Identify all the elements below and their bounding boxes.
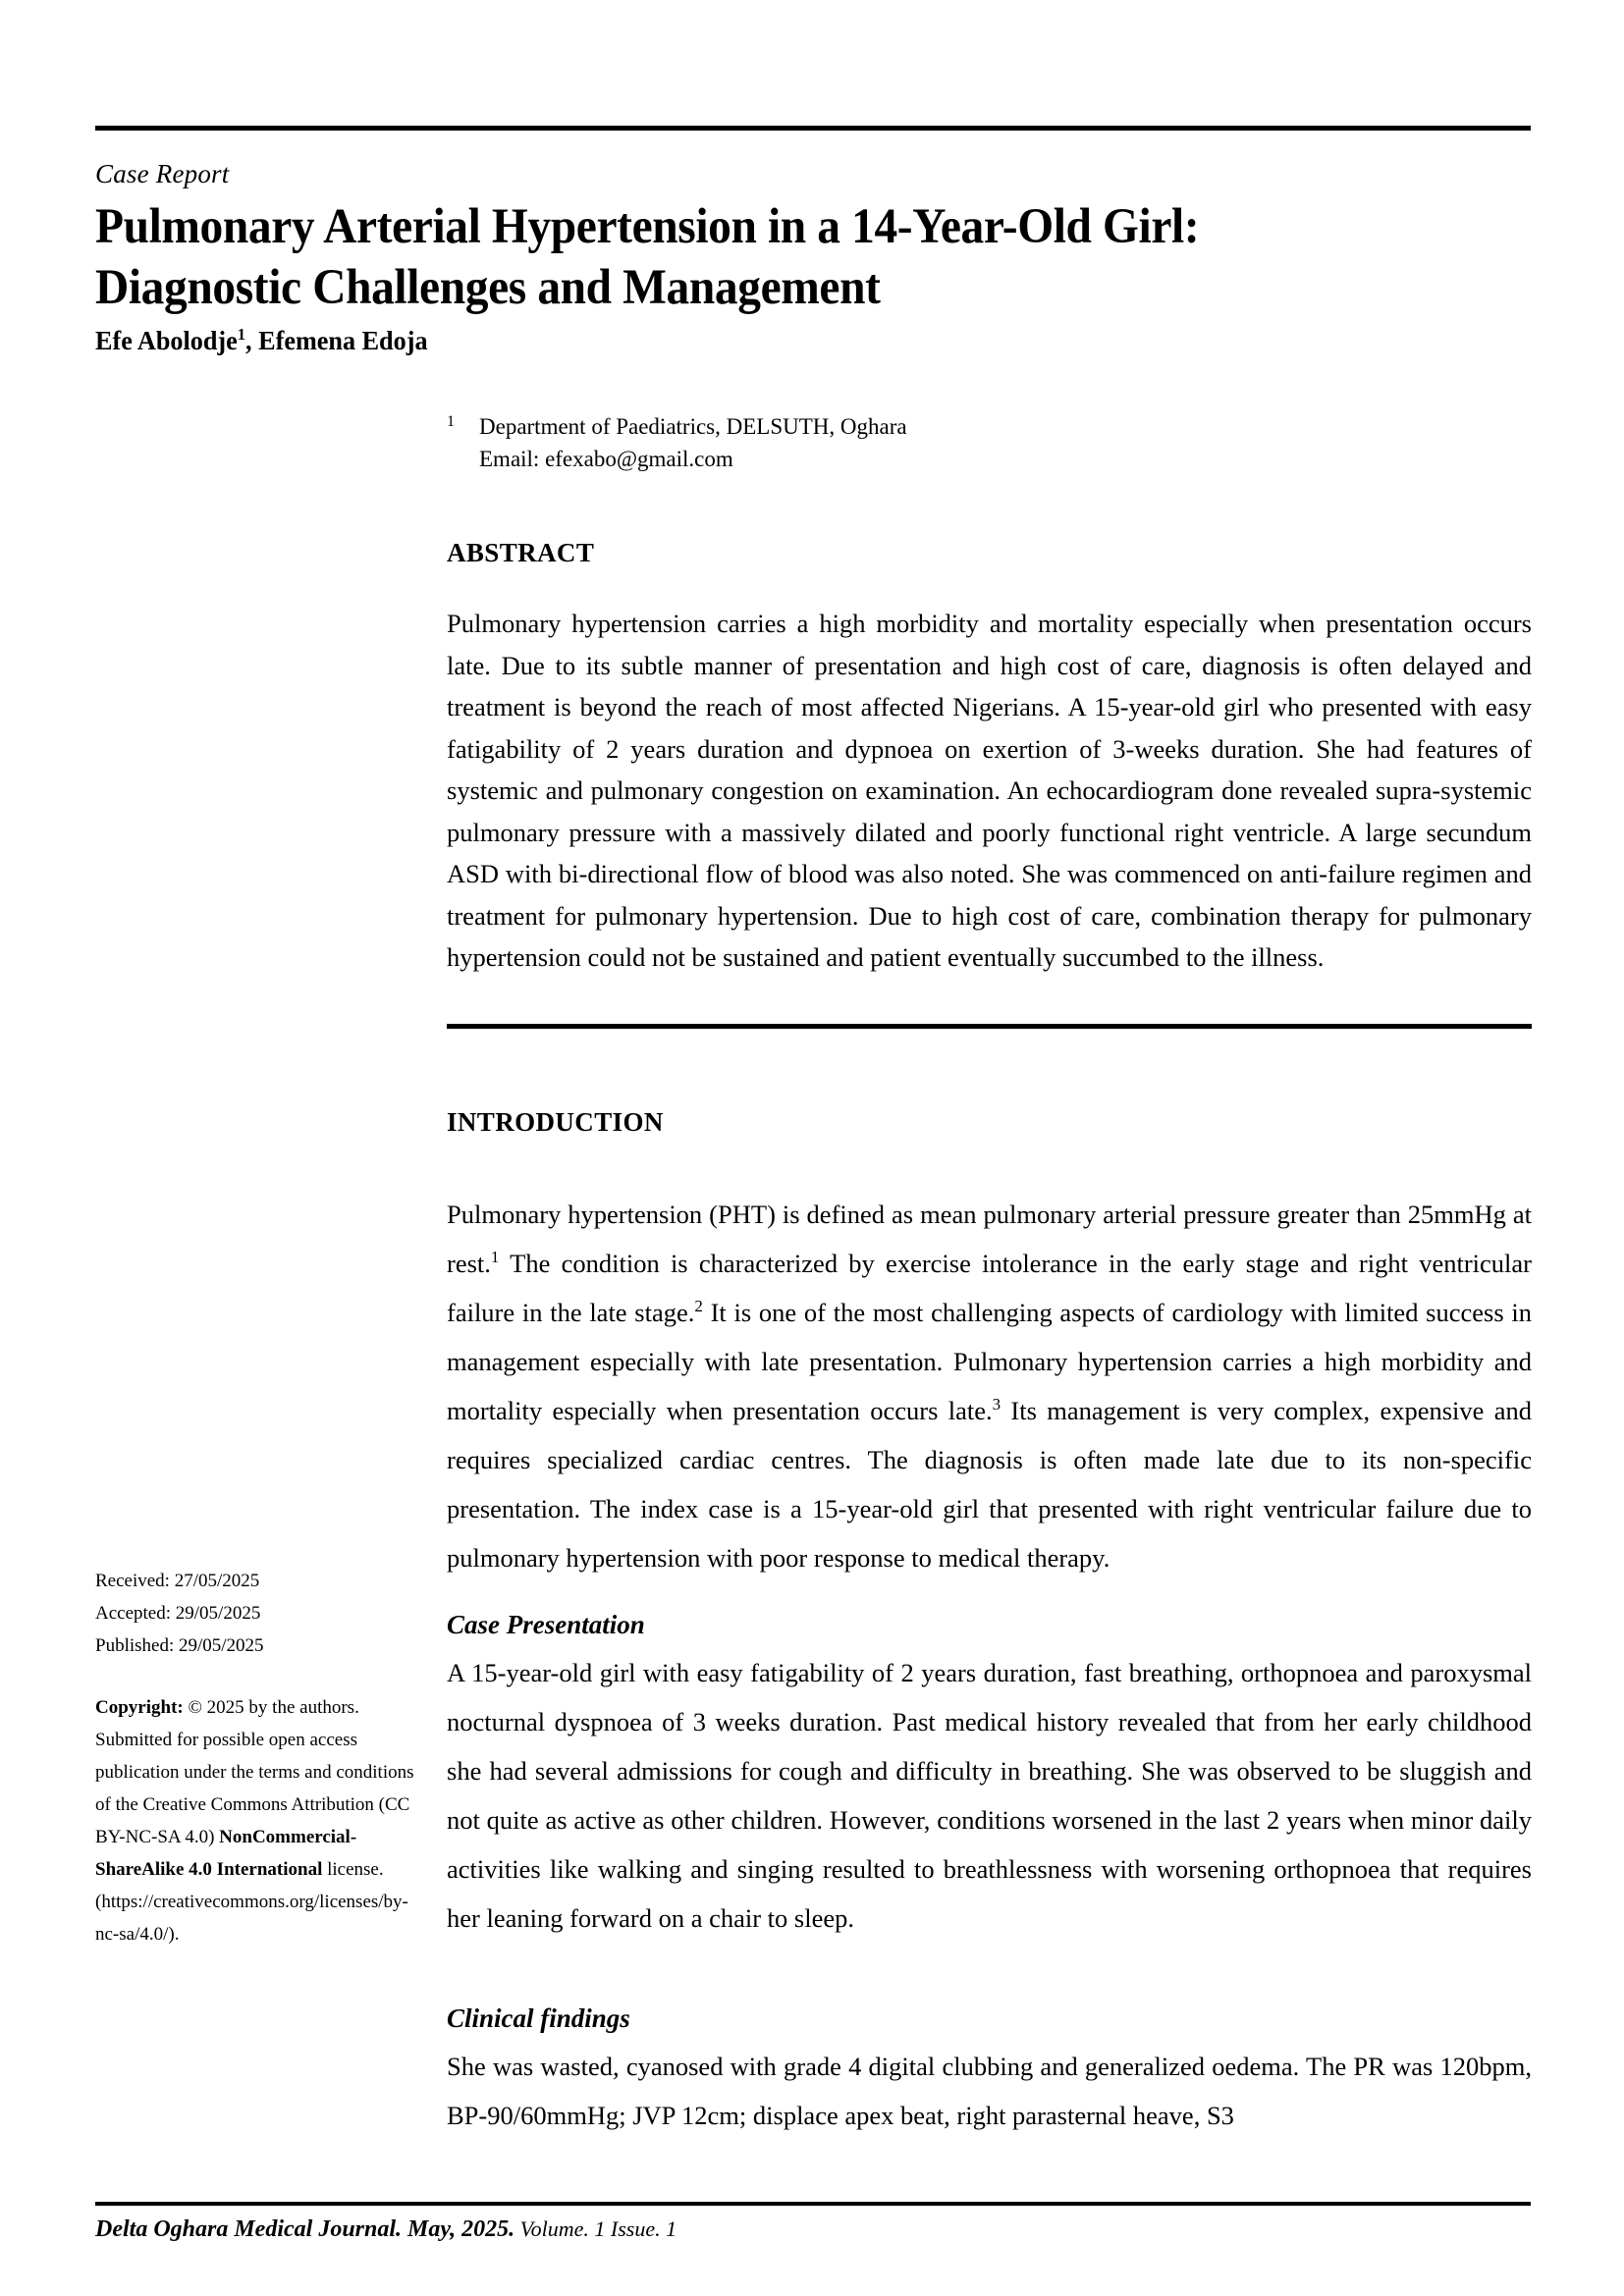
copyright-body: © 2025 by the authors. Submitted for possible open access publication under the terms and conditions of the Creative Commons Attribution (CC BY-NC-SA 4.0): [95, 1697, 414, 1847]
accepted-date: Accepted: 29/05/2025: [95, 1603, 261, 1624]
citation-ref-3: 3: [992, 1395, 1001, 1415]
page-footer: [95, 2213, 1531, 2246]
citation-ref-1: 1: [490, 1248, 500, 1267]
affiliation-email: Email: efexabo@gmail.com: [479, 447, 733, 471]
intro-part-3: It is one of the most challenging aspects of cardiology with limited success in management especially with late presentation. Pulmonary hypertension carries a high morbidity and mortality especially when presentation occurs late.: [447, 1298, 1532, 1425]
clinical-findings-text: She was wasted, cyanosed with grade 4 digital clubbing and generalized oedema. The PR was 120bpm, BP-90/60mmHg; JVP 12cm; displace apex beat, right parasternal heave, S3: [447, 2052, 1532, 2130]
introduction-section: [447, 1105, 1532, 1582]
case-presentation-text: A 15-year-old girl with easy fatigability of 2 years duration, fast breathing, orthopnoea and paroxysmal nocturnal dyspnoea of 3 weeks duration. Past medical history revealed that from her early childhood she had several admissions for cough and difficulty in breathing. She was observed to be sluggish and not quite as active as other children. However, conditions worsened in the last 2 years when minor daily activities like walking and singing resulted to breathlessness with worsening orthopnoea that requires her leaning forward on a chair to sleep.: [447, 1658, 1532, 1933]
footer-journal-title: Delta Oghara Medical Journal. May, 2025.: [95, 2216, 515, 2242]
affiliation-mark: 1: [447, 413, 455, 430]
citation-ref-2: 2: [694, 1297, 703, 1316]
publication-dates: [95, 1565, 414, 1662]
license-url: license. (https://creativecommons.org/licenses/by-nc-sa/4.0/).: [95, 1859, 408, 1945]
license-name: NonCommercial-ShareAlike 4.0 International: [95, 1827, 357, 1880]
case-presentation-heading: Case Presentation: [447, 1610, 645, 1639]
top-divider-rule: [95, 126, 1531, 131]
article-header: [95, 157, 1534, 359]
footer-divider-rule: [95, 2202, 1531, 2206]
intro-part-4: Its management is very complex, expensive and requires specialized cardiac centres. The diagnosis is often made late due to its non-specific presentation. The index case is a 15-year-old girl that presented with right ventricular failure due to pulmonary hypertension with poor response to medical therapy.: [447, 1396, 1532, 1573]
abstract-heading: ABSTRACT: [447, 538, 595, 567]
author-name-secondary: , Efemena Edoja: [245, 326, 428, 355]
author-affiliation-mark: 1: [237, 325, 246, 344]
affiliation-department: Department of Paediatrics, DELSUTH, Oghara: [479, 414, 907, 439]
copyright-label: Copyright:: [95, 1697, 184, 1718]
introduction-text: [447, 1190, 1532, 1582]
received-date: Received: 27/05/2025: [95, 1571, 260, 1591]
page-title-line-1: Pulmonary Arterial Hypertension in a 14-Year-Old Girl:: [95, 199, 1200, 254]
abstract-text: Pulmonary hypertension carries a high morbidity and mortality especially when presentation occurs late. Due to its subtle manner of presentation and high cost of care, diagnosis is often delayed and treatment is beyond the reach of most affected Nigerians. A 15-year-old girl who presented with easy fatigability of 2 years duration and dypnoea on exertion of 3-weeks duration. She had features of systemic and pulmonary congestion on examination. An echocardiogram done revealed supra-systemic pulmonary pressure with a massively dilated and poorly functional right ventricle. A large secundum ASD with bi-directional flow of blood was also noted. She was commenced on anti-failure regimen and treatment for pulmonary hypertension. Due to high cost of care, combination therapy for pulmonary hypertension could not be sustained and patient eventually succumbed to the illness.: [447, 609, 1532, 972]
intro-part-2: The condition is characterized by exercise intolerance in the early stage and right ventricular failure in the late stage.: [447, 1249, 1532, 1327]
page-title-line-2: Diagnostic Challenges and Management: [95, 260, 881, 315]
copyright-notice: [95, 1691, 414, 1950]
article-type-label: Case Report: [95, 159, 230, 188]
case-presentation-section: [447, 1607, 1532, 1943]
footer-volume-issue: Volume. 1 Issue. 1: [514, 2216, 677, 2241]
author-name-primary: Efe Abolodje: [95, 326, 238, 355]
clinical-findings-section: [447, 2001, 1532, 2140]
section-divider-rule: [447, 1024, 1532, 1029]
intro-part-1: Pulmonary hypertension (PHT) is defined as mean pulmonary arterial pressure greater than 25mmHg at rest.: [447, 1200, 1532, 1278]
main-column: [447, 410, 1532, 979]
author-list: [95, 322, 1490, 359]
introduction-heading: INTRODUCTION: [447, 1107, 664, 1137]
clinical-findings-heading: Clinical findings: [447, 2003, 630, 2033]
published-date: Published: 29/05/2025: [95, 1635, 264, 1656]
affiliation-block: [447, 410, 1532, 475]
margin-sidebar: [95, 1565, 414, 1950]
